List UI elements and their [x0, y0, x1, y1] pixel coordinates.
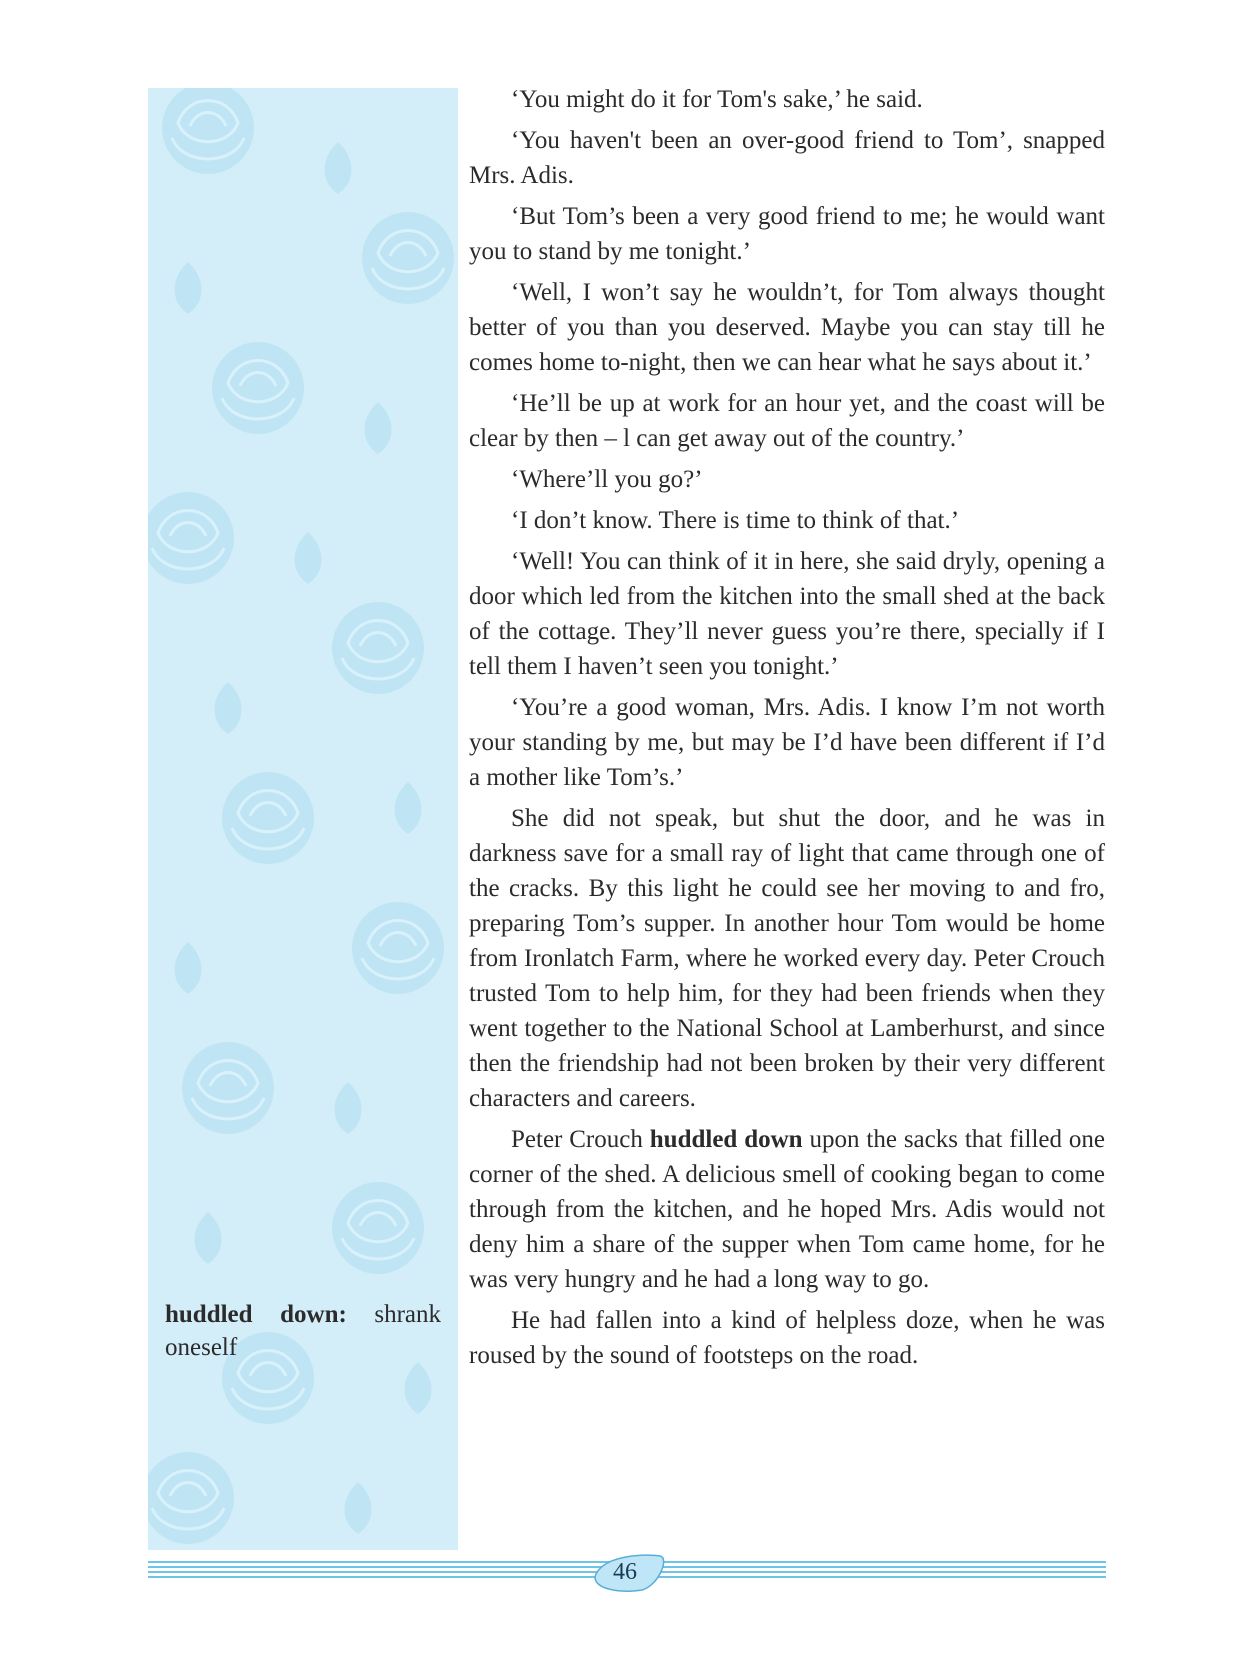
- paragraph: She did not speak, but shut the door, and he was in darkness save for a small ray of light that came through one of the cracks. By this light he could see her moving to and fro, preparing Tom’s supper. In another hour Tom would be home from Ironlatch Farm, where he worked every day. Peter Crouch trusted Tom to help him, for they had been friends when they went together to the National School at Lamberhurst, and since then the friendship had not been broken by their very different characters and careers.: [469, 805, 1105, 1112]
- glossary-term: huddled down:: [165, 1301, 347, 1328]
- paragraph: ‘Well, I won’t say he wouldn’t, for Tom always thought better of you than you deserved. Maybe you can stay till he comes home to-night, then we can hear what he says about it.’: [469, 279, 1105, 376]
- text-run: upon the sacks that filled one corner of the shed. A delicious smell of cooking began to come through from the kitchen, and he hoped Mrs. Adis would not deny him a share of the supper when Tom came home, for he was very hungry and he had a long way to go.: [469, 1126, 1105, 1293]
- story-text: [469, 82, 1105, 1379]
- glossed-term: huddled down: [649, 1126, 803, 1153]
- glossary-definition-cont: oneself: [165, 1334, 238, 1361]
- paragraph: ‘But Tom’s been a very good friend to me; he would want you to stand by me tonight.’: [469, 203, 1105, 265]
- paragraph: ‘He’ll be up at work for an hour yet, and the coast will be clear by then – l can get away out of the country.’: [469, 390, 1105, 452]
- paragraph: ‘Well! You can think of it in here, she said dryly, opening a door which led from the kitchen into the small shed at the back of the cottage. They’ll never guess you’re there, specially if I tell them I haven’t seen you tonight.’: [469, 548, 1105, 680]
- glossary-note: [165, 1298, 441, 1364]
- glossary-definition: shrank: [374, 1301, 441, 1328]
- page-number: 46: [613, 1559, 637, 1585]
- paragraph-huddled: [469, 1122, 1105, 1297]
- paragraph: ‘You’re a good woman, Mrs. Adis. I know I’m not worth your standing by me, but may be I’d have been different if I’d a mother like Tom’s.’: [469, 694, 1105, 791]
- text-run: Peter Crouch: [511, 1126, 650, 1153]
- paragraph: ‘You might do it for Tom's sake,’ he said.: [511, 86, 923, 113]
- paragraph: ‘You haven't been an over-good friend to Tom’, snapped Mrs. Adis.: [469, 127, 1105, 189]
- paragraph-last: He had fallen into a kind of helpless doze, when he was roused by the sound of footsteps on the road.: [469, 1307, 1105, 1369]
- paragraph: ‘Where’ll you go?’: [511, 466, 703, 493]
- paragraph: ‘I don’t know. There is time to think of that.’: [511, 507, 960, 534]
